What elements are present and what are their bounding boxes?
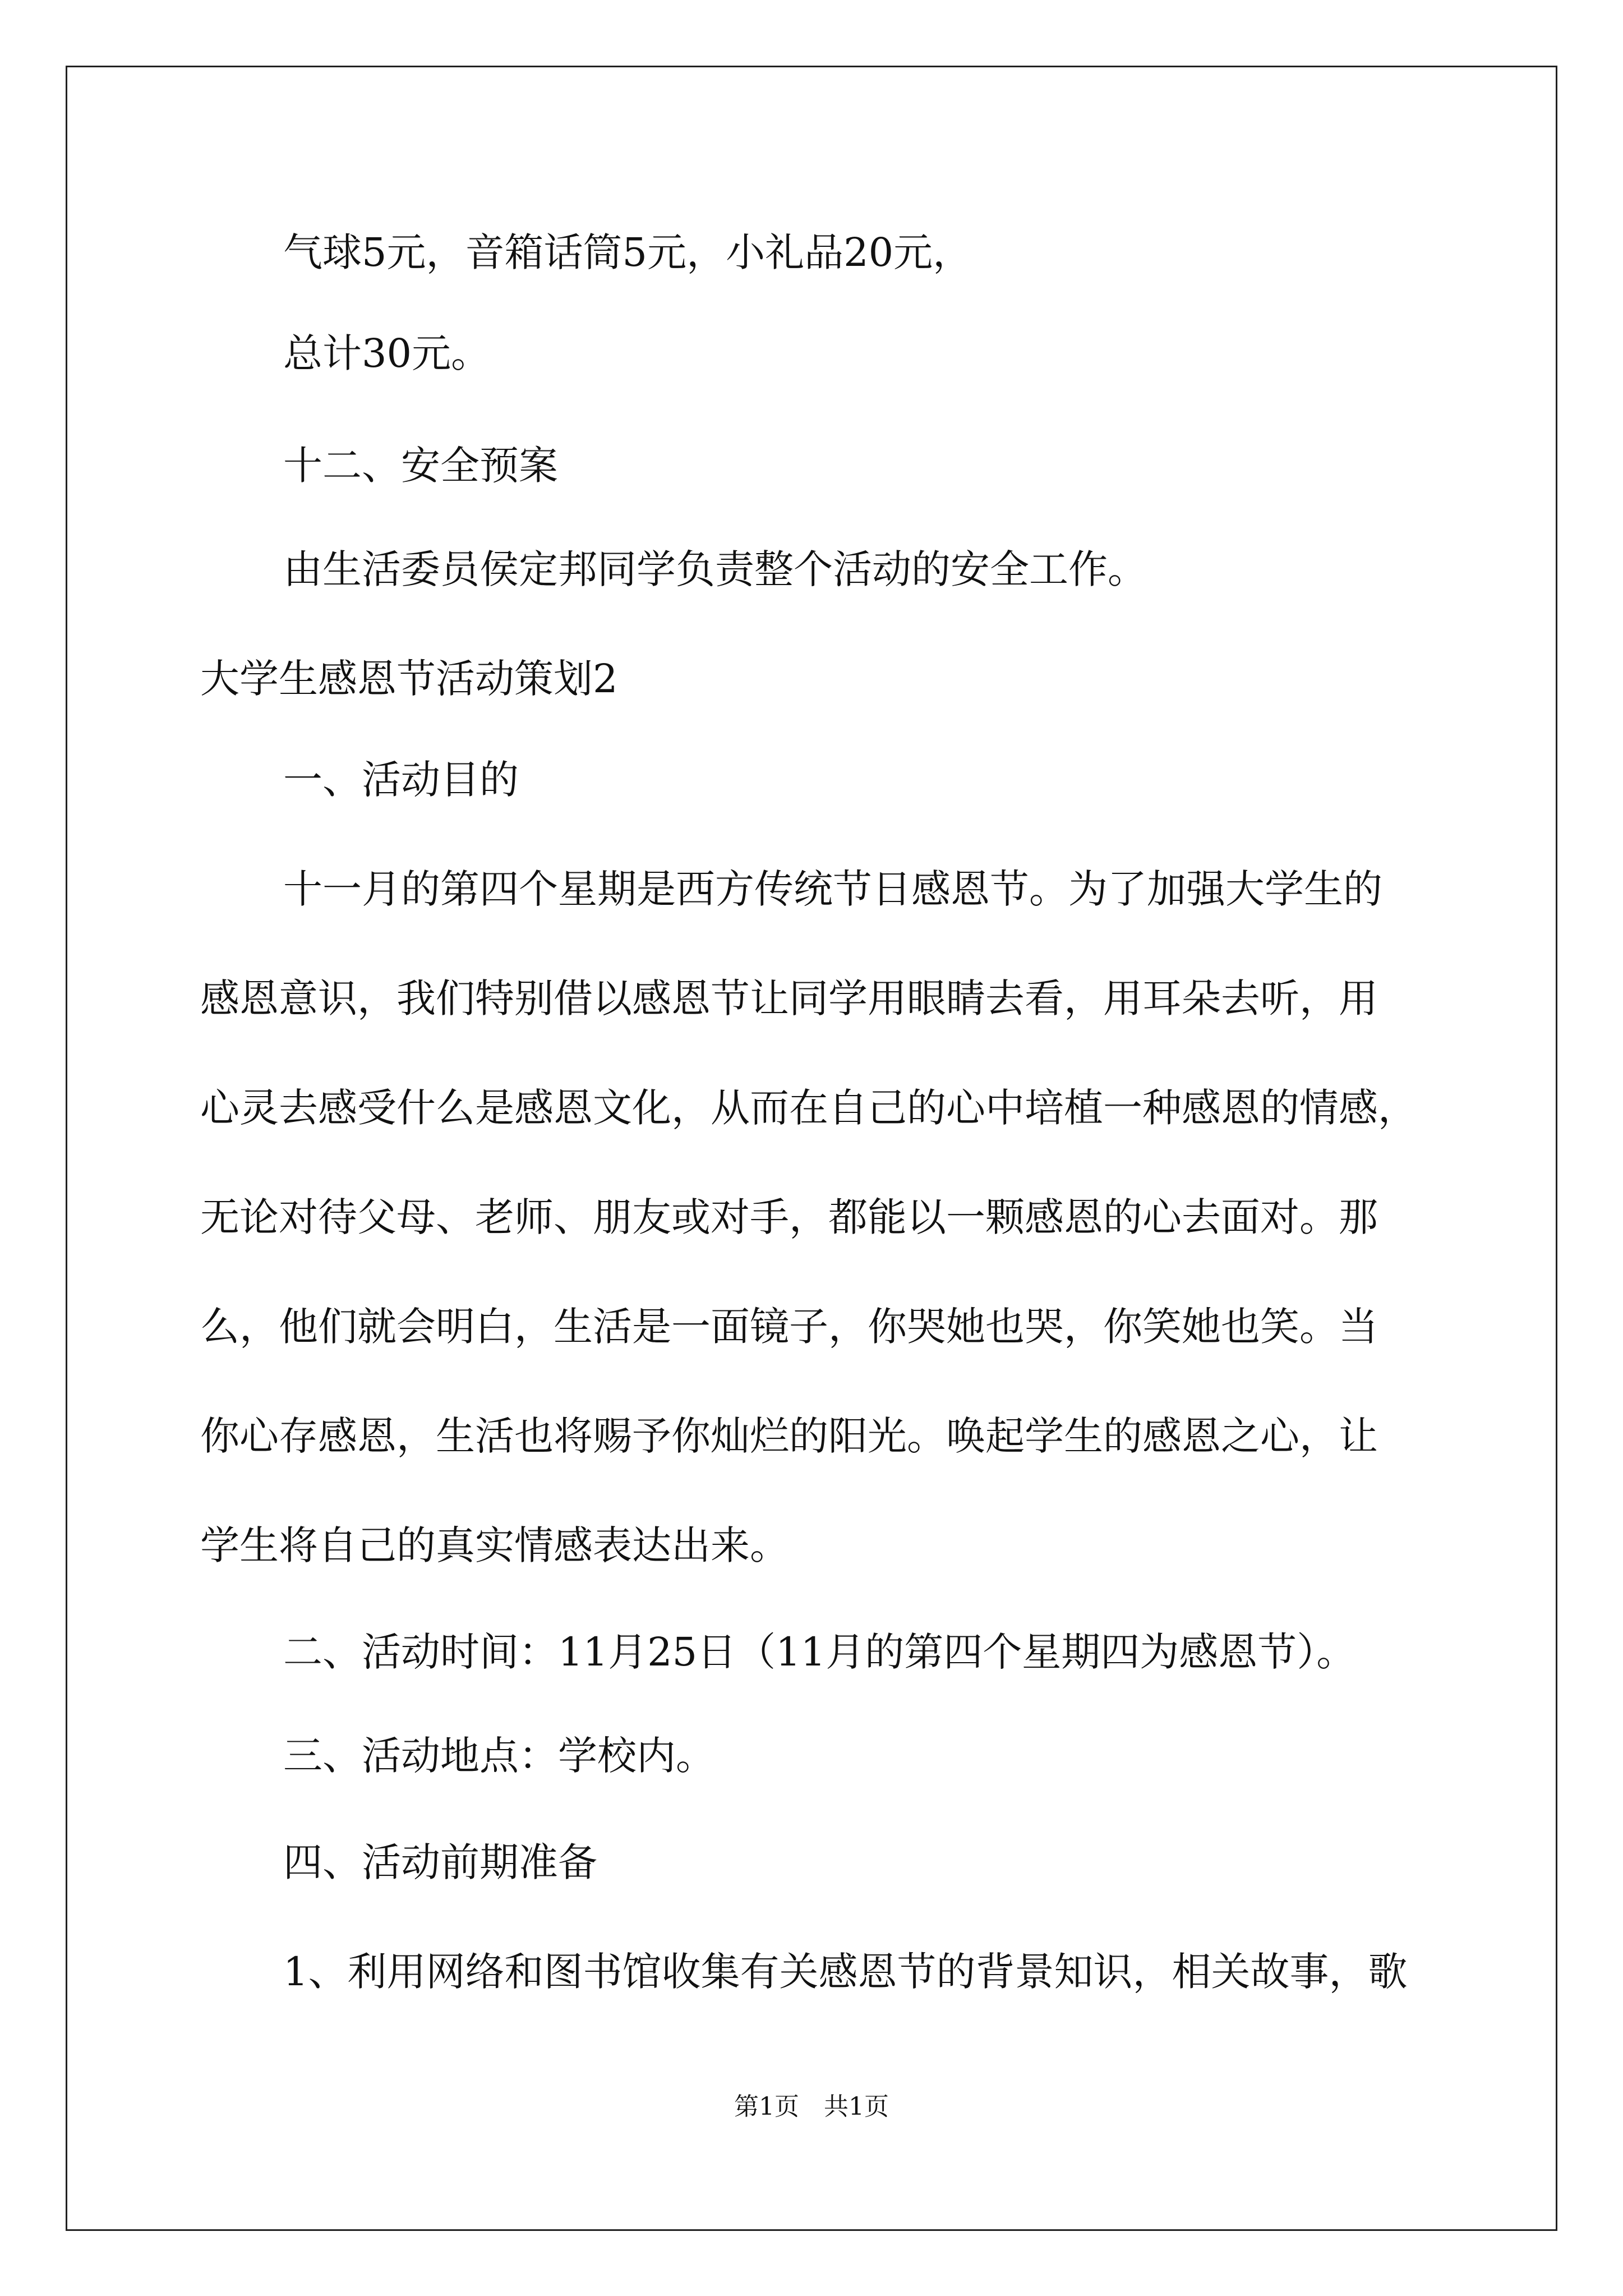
- text-line: 三、活动地点：学校内。: [283, 1733, 715, 1779]
- page-border: [66, 66, 1557, 2231]
- text-line: 气球5元，音箱话筒5元，小礼品20元，: [283, 229, 972, 275]
- text-line: 感恩意识，我们特别借以感恩节让同学用眼睛去看，用耳朵去听，用: [200, 976, 1378, 1022]
- text-line: 么，他们就会明白，生活是一面镜子，你哭她也哭，你笑她也笑。当: [200, 1304, 1378, 1350]
- text-line: 1、利用网络和图书馆收集有关感恩节的背景知识，相关故事，歌: [283, 1949, 1408, 1995]
- section-heading: 四、活动前期准备: [283, 1839, 597, 1885]
- page-footer: 第1页 共1页: [734, 2092, 889, 2121]
- text-line: 总计30元。: [283, 330, 491, 376]
- section-heading: 十二、安全预案: [283, 443, 558, 489]
- text-line: 十一月的第四个星期是西方传统节日感恩节。为了加强大学生的: [283, 866, 1382, 912]
- text-line: 学生将自己的真实情感表达出来。: [200, 1522, 789, 1568]
- section-heading: 一、活动目的: [283, 757, 519, 803]
- text-line: 无论对待父母、老师、朋友或对手，都能以一颗感恩的心去面对。那: [200, 1194, 1378, 1240]
- document-title: 大学生感恩节活动策划2: [200, 656, 618, 702]
- text-line: 二、活动时间：11月25日（11月的第四个星期四为感恩节）。: [283, 1629, 1356, 1675]
- text-line: 心灵去感受什么是感恩文化，从而在自己的心中培植一种感恩的情感，: [200, 1085, 1417, 1131]
- text-line: 你心存感恩，生活也将赐予你灿烂的阳光。唤起学生的感恩之心，让: [200, 1413, 1378, 1459]
- text-line: 由生活委员侯定邦同学负责整个活动的安全工作。: [283, 546, 1147, 592]
